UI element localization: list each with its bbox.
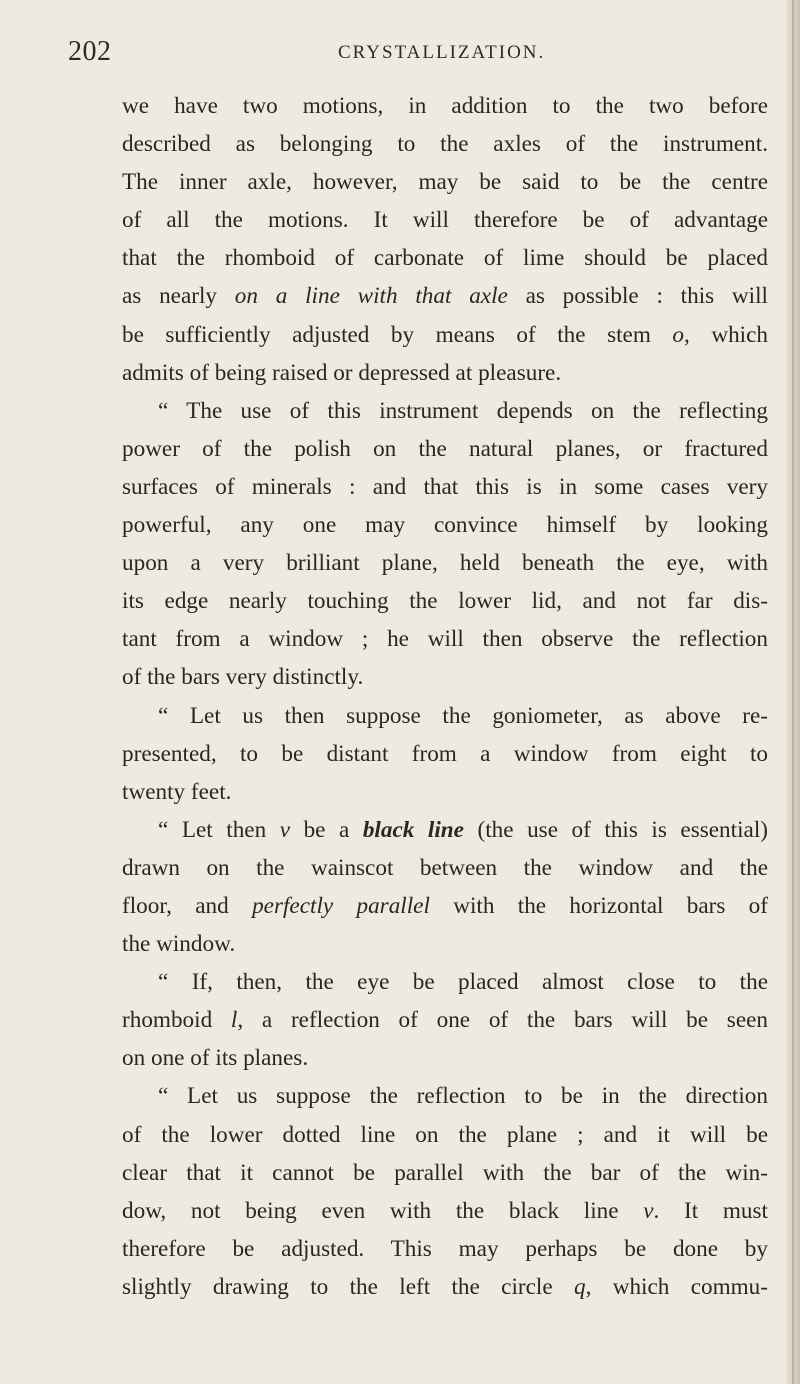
text-line-14: its edge nearly touching the lower lid, and not far dis-: [122, 588, 768, 615]
text-line-25: rhomboid l, a reflection of one of the bars will be seen: [122, 1007, 768, 1034]
text-line-29: clear that it cannot be parallel with the bar of the win-: [122, 1159, 768, 1186]
text-line-10: power of the polish on the natural planes, or fractured: [122, 435, 768, 462]
text-line-19: twenty feet.: [122, 778, 232, 805]
running-head: CRYSTALLIZATION.: [338, 42, 546, 63]
text-line-32: slightly drawing to the left the circle q, which commu-: [122, 1273, 768, 1300]
text-line-6: as nearly on a line with that axle as possible : this will: [122, 283, 768, 310]
text-line-22: floor, and perfectly parallel with the horizontal bars of: [122, 892, 768, 919]
page-number: 202: [68, 36, 112, 67]
text-line-15: tant from a window ; he will then observe the reflection: [122, 626, 768, 653]
text-line-23: the window.: [122, 931, 236, 958]
page-edge-shadow: [792, 0, 794, 1384]
text-line-21: drawn on the wainscot between the window and the: [122, 854, 768, 881]
text-line-24: “ If, then, the eye be placed almost close to the: [158, 969, 768, 996]
text-line-26: on one of its planes.: [122, 1045, 309, 1072]
text-line-9: “ The use of this instrument depends on the reflecting: [158, 397, 768, 424]
text-line-5: that the rhomboid of carbonate of lime should be placed: [122, 245, 768, 272]
text-line-12: powerful, any one may convince himself by looking: [122, 512, 768, 539]
text-line-13: upon a very brilliant plane, held beneath the eye, with: [122, 550, 768, 577]
text-line-27: “ Let us suppose the reflection to be in the direction: [158, 1083, 768, 1110]
text-line-4: of all the motions. It will therefore be of advantage: [122, 207, 768, 234]
text-line-17: “ Let us then suppose the goniometer, as above re-: [158, 702, 768, 729]
page-header: [0, 36, 800, 76]
text-line-31: therefore be adjusted. This may perhaps be done by: [122, 1235, 768, 1262]
text-line-2: described as belonging to the axles of the instrument.: [122, 131, 768, 158]
text-line-8: admits of being raised or depressed at pleasure.: [122, 359, 562, 386]
text-line-16: of the bars very distinctly.: [122, 664, 364, 691]
body-text: [122, 87, 768, 1306]
text-line-30: dow, not being even with the black line v. It must: [122, 1197, 768, 1224]
text-line-28: of the lower dotted line on the plane ; and it will be: [122, 1121, 768, 1148]
text-line-18: presented, to be distant from a window from eight to: [122, 740, 768, 767]
text-line-1: we have two motions, in addition to the two before: [122, 93, 768, 119]
text-line-3: The inner axle, however, may be said to be the centre: [122, 169, 768, 196]
text-line-7: be sufficiently adjusted by means of the stem o, which: [122, 321, 769, 348]
text-line-11: surfaces of minerals : and that this is in some cases very: [122, 473, 768, 500]
text-line-20: “ Let then v be a black line (the use of this is essential): [158, 816, 768, 843]
